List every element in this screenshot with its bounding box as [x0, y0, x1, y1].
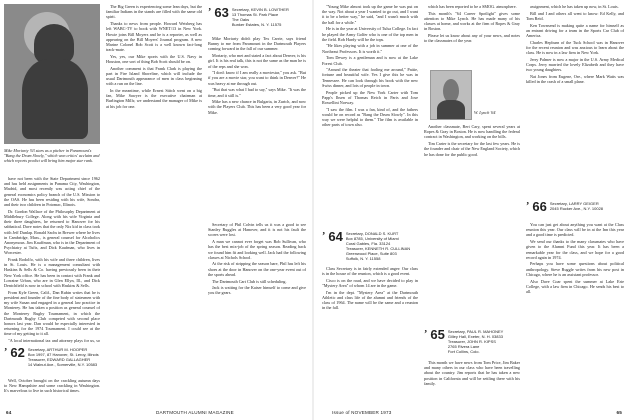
- paragraph: Charles Hepburn of the Tuck School was in Hanover for the recent reunion and was anxious to learn about the class. He is now in a law firm in New York.: [526, 39, 624, 56]
- paragraph: This month's "64 Career Spotlight" gives some attention to Mike Lynch. He has made many of his classes at home, and works at the firm of Ropes & Gray in Boston.: [424, 10, 520, 32]
- class-65-header: ’ 65 Secretary, PAUL R. MAHONEY Gilley Hall, Exeter, N. H. 03833 Treasurer, JOHN R. KIPSS 2765 Rivera Lane Fort Collins, Colo.: [424, 327, 504, 354]
- treasurer: Treasurer, JOHN R. KIPSS: [447, 339, 496, 344]
- paragraph: Thanks to news from people. Howard Weisberg has left WABC-TV to book with WNET/13 in New York. Howie joins Bill Moyers and he is a reporter, as well as appearing on the Bill Moyers' Journal program. A new Marine Colonel Bob Scott is a well known fact-long track-mate.: [106, 21, 202, 53]
- lynch-portrait: [430, 70, 472, 120]
- class-66-header: ’ 66 Secretary, LARRY GEIGER 2045 Rucker Ave., N.Y. 10028: [526, 199, 604, 214]
- left-column-3: [208, 36, 306, 220]
- paragraph: Another classmate, Bert Cary, spent several years at Ropes & Gray in Boston. He is now handling the federal contract in Washington, and working on the bills.: [424, 124, 520, 140]
- class-number: 65: [430, 327, 445, 342]
- address: Box 8785, University of Miami: [345, 236, 399, 241]
- paragraph: assignment, which he has taken up now, in St. Louis.: [530, 4, 619, 9]
- left-footer: [6, 410, 306, 415]
- paragraph: Tim Carter is the secretary for the last few years. He is the founder and chair of the New England Society, which he has done for the public good.: [424, 141, 520, 157]
- paragraph: Moriarty, who met and stated a fact about Denver, is his girl. It is his real talk, this is not the same as the man he is of the reps and she won.: [208, 53, 306, 69]
- left-column-1: [4, 176, 100, 344]
- class-62-header: ’ 62 Secretary, ARTHUR M. HOOPER Box 1997, 87 Hanover, St. Leroy, Illinois Treasurer, EDWARD GALLAGHER 14 Walnut Ave., Somerville, N.Y. 10583: [4, 345, 99, 367]
- right-column-2-bottom: [424, 360, 520, 406]
- paragraph: Dr. Gordon Wallace of the Philosophy Department at Middlebury College. Along with his wife Virginia and their three daughters, he returned to Hanover for his sabbatical. Dave notes that the only Nix kid in class took with Jeff Dunlap. Ronald Sachs in Brewer where he lives in Cambridge, Mass., is general counsel for Alcoholics Anonymous. Jim Kauffman, who is in the Department of Psychiatry at Tufts, and Dick Kaufman, who lives in Worcester.: [4, 208, 100, 256]
- paragraph: He is in the year at University of Tulsa College. In fact he played the Army Golfer who is one of the top men in the field. Rob Hardy will be the tops.: [322, 26, 418, 42]
- paragraph: Mike Moriarty didn't play Tex Carrie, says friend Bunny to me from Paramount in the Dartmouth Players coming forward in the fall of our summer.: [208, 36, 306, 52]
- secretary: Secretary, KEVIN B. LOWTHER: [231, 7, 289, 12]
- paragraph: Well, October brought on the crackling autumn days to New Hampshire and some crackling in Washington. It's marvelous to live in such historical times.: [4, 378, 100, 394]
- address: Gilley Hall, Exeter, N. H. 03833: [447, 334, 503, 339]
- treasurer: Treasurer, KENNETH R. CULLINAN: [345, 246, 411, 251]
- paragraph: We send our thanks to the many classmates who have given to the Alumni Fund this year. It has been a remarkable year for the class, and we hope for a good record again in 1974.: [526, 239, 624, 260]
- left-page: [0, 0, 308, 420]
- magazine-title: DARTMOUTH ALUMNI MAGAZINE: [156, 410, 234, 415]
- class-number: 66: [532, 199, 547, 214]
- class-number: 64: [328, 229, 343, 244]
- address: Box 1997, 87 Hanover, St. Leroy, Illinois: [27, 352, 99, 357]
- paragraph: Mike has a new chance in Bulgaria, in Zurich, and now with the Players Club. This has been a very good year for Mike.: [208, 99, 306, 115]
- paragraph: which has been reported to be a SMOG. atmosphere.: [428, 4, 517, 9]
- secretary: Secretary, PAUL R. MAHONEY: [447, 329, 504, 334]
- issue-label: Issue of NOVEMBER 1973: [332, 410, 392, 415]
- paragraph: Cisco is on the road, and we have decided to play in "Mystery Area" of whom 14 are in the game.: [322, 277, 418, 289]
- left-column-3-bottom: [208, 222, 306, 406]
- class-64-header: ’ 64 Secretary, DONALD S. KURT Box 8785, University of Miami Coral Gables, Fla. 33124 Treasurer, KENNETH R. CULLINAN Greenwood Place, Suite 803 Suffolk, N. Y. 11558: [322, 229, 411, 261]
- treasurer-address: 2765 Rivera Lane: [447, 344, 480, 349]
- paragraph: Ken Townsend is making quite a name for himself as an entrant driving for a team in the Sports Car Club of America.: [526, 22, 624, 39]
- treasurer-city: Fort Collins, Colo.: [447, 349, 480, 354]
- paragraph: Bill and I and others all went to know: Ed Kelly, and Tom Reid.: [526, 10, 624, 21]
- moriarty-photo: [4, 4, 100, 144]
- paragraph: Please let us know about any of your news, and notes to the classmates of the year.: [424, 33, 520, 44]
- right-column-3-bottom: [526, 222, 624, 406]
- city: The Oaks: [231, 17, 250, 22]
- treasurer-address: Greenwood Place, Suite 803: [345, 251, 397, 256]
- photo-caption: Mike Moriarty '63 stars as a pitcher in Paramount's "Bang the Drum Slowly," which won critics' acclaim and which reports predict will bring him major star rank.: [4, 148, 100, 164]
- paragraph: Yes, yes, our Mike sports with the U.S. Navy in Houston, one sort of thing Bob Scott should be on.: [106, 53, 202, 65]
- address: 2045 Rucker Ave., N.Y. 10028: [549, 206, 604, 211]
- paragraph: "I saw the film. I was a fan, kind of, and the fathers would be on record as "Bang the Drum Slowly". In this way we were helpful to them." The film is available in other parts of town also.: [322, 106, 418, 128]
- paragraph: "Young Mike almost took up the game he was put on the way. Not about a year I wanted to go out, and I want it to be a better way," he said, "and I wasn't much with the ball for a while.": [322, 4, 418, 25]
- gutter: [312, 0, 314, 420]
- paragraph: From Kyle Green, Calif., Dan Rubin writes that he is president and founder of the fine body of statesmen with my wife Susan and engaged in a general law practice in Monterey. He has taken a position as general counsel of the Monterey Rugby Tournament, in which the Dartmouth Rugby Club competed with second place honors last year. Dan would be especially interested in returning for the 1974 Tournament. I could see at the time of my getting to it all.: [4, 289, 100, 337]
- paragraph: People picked up the New York Carter with Tom Papp's Ibsen of Thomas Reich in Paris and Jose Rossellini Norway.: [322, 89, 418, 105]
- paragraph: At the risk of stripping the season bare, Phil has left his shoes at the door in Hanover on the one-year event out of the sports ahead.: [208, 261, 306, 277]
- portrait-caption: W. Lynch '64: [474, 110, 496, 115]
- right-page: [318, 0, 628, 420]
- paragraph: Secretary of Phil Colvin tells us it was a good to see Stanley Ruggles at Hanover, and it is not his fault the scores were lost.: [208, 222, 306, 238]
- class-number: 63: [214, 5, 229, 20]
- address: 13 Thomas St. Park Place: [231, 12, 279, 17]
- secretary: Secretary, LARRY GEIGER: [549, 201, 599, 206]
- left-column-1-bottom: [4, 378, 100, 408]
- right-column-2: [424, 4, 520, 64]
- secretary: Secretary, ARTHUR M. HOOPER: [27, 347, 88, 352]
- right-column-1-bottom: [322, 266, 418, 406]
- right-column-2-mid: [424, 124, 520, 234]
- treasurer-city: Suffolk, N. Y. 11558: [345, 256, 381, 261]
- paragraph: "He likes playing with a job in summer at one of the Northeast Professors. It is worth it.": [322, 43, 418, 54]
- secretary: Secretary, DONALD S. KURT: [345, 231, 399, 236]
- left-column-2: [106, 4, 202, 406]
- paragraph: Class Secretary is in fairly extended anger: Our class is in the house of the reunion, which is a good event.: [322, 266, 418, 277]
- paragraph: I'm in the dept. "Mystery Area" at the Dartmouth Athletic and class life of the alumni and friends of the class of 1964. The name will be the same and a reunion in the fall.: [322, 289, 418, 311]
- treasurer-address: 14 Walnut Ave., Somerville, N.Y. 10583: [27, 362, 98, 367]
- paragraph: "Around the theater that fooling me around," Pattie, fortune and beautiful wife. Yes I give this he was in Tennessee. He can look through his book with the new Swiss dinner, and lots of people in town.: [322, 67, 418, 88]
- paragraph: "But that was what I had to say," says Mike. "It was the time, and it still is.": [208, 87, 306, 98]
- city-2: Bunker Estates, N. Y. 11575: [231, 22, 282, 27]
- paragraph: You can just get about anything you want at the Class reunion this year. Our class will be in at the Inn this year and a good time is predicted.: [526, 222, 624, 238]
- class-63-header: ’ 63 Secretary, KEVIN B. LOWTHER 13 Thomas St. Park Place The Oaks Bunker Estates, N. Y. 11575: [208, 5, 289, 27]
- paragraph: The Dartmouth Cart Club is still scheduling.: [212, 278, 287, 284]
- paragraph: Perhaps you have some questions about political anthropology. Steve Ruggle writes from his new post in Chicago, where he is an assistant professor.: [526, 261, 624, 277]
- page-number: 64: [6, 410, 12, 415]
- page-number: 65: [616, 410, 622, 415]
- paragraph: This month we have news from Tom Price, Jim Baker and many others in our class who have been travelling about the country. Jim reports that he has taken a new position in California and will be settling there with his family.: [424, 360, 520, 386]
- paragraph: Jerry Palmer is now a major in the U.S. Army Medical Corps. Jerry married the lovely Elizabeth and they have two young daughters.: [526, 56, 624, 73]
- paragraph: Jack is waiting for the Kaiser himself to come and give you the gears.: [208, 285, 306, 296]
- paragraph: Also Dave Coar spent the summer at Lake Erie College, with a law firm in Chicago. He sends his best to all.: [526, 278, 624, 294]
- class-number: 62: [10, 345, 25, 360]
- right-column-3: [526, 4, 624, 192]
- paragraph: A man we cannot ever forget was Bob Sullivan, who has the best mix-job of the spring season. Reading back we found him fit and looking well. Jack had the following classes at Nichols School.: [208, 239, 306, 260]
- paragraph: "I don't know if I am really a moviestar," you ask. "But if you are a movie star, you want to think in Denver?" He was heavy at me through out.: [208, 70, 306, 86]
- paragraph: Frank Rodolfo, with his wife and three children, lives in St. Louis. He is a management consultant with Haskins & Sells & Co. having previously been in their New York office. He has been in contact with Frank and Lorraine Urban, who are in Glen Ellyn, Ill., and Dick Dentchfield is now in school with Haskins & Sells.: [4, 257, 100, 289]
- right-column-1: [322, 4, 418, 226]
- paragraph: have not been with the State Department since 1962 and has held assignments in Panama City, Washington, Madrid, and most recently was acting chief of the general economics policy branch of the U.S. Mission to the OAS. He has been residing with his wife, Sondra, and their two children in Potomac, Illinois.: [4, 176, 100, 208]
- treasurer: Treasurer, EDWARD GALLAGHER: [27, 357, 91, 362]
- paragraph: In the meantime, while Ernest Stitch went on a big fan, Mike Sawyer is the executive chairman at Burlington Mills; we understand the manager of Mike is at his job for one.: [106, 88, 202, 109]
- city: Coral Gables, Fla. 33124: [345, 241, 391, 246]
- paragraph: The Big Green is experiencing some lean days, but the familiar Indians in the stands are filled with the same old spirit.: [106, 4, 202, 20]
- paragraph: Another comment is that Frank Clark is playing the part in Fire Island Shoreline, which will include the usual Dartmouth appearance of men in class beginning with a run on the line.: [106, 65, 202, 87]
- paragraph: Tom Dewey is a gentleman and is now at the Lake Forest Club.: [322, 55, 418, 66]
- paragraph: "A local international tax and attorney plays for us, so: [8, 338, 100, 344]
- paragraph: Nat Jones from Eugene, Ore., where Mark Watts was killed in the crash of a small plane.: [526, 73, 624, 85]
